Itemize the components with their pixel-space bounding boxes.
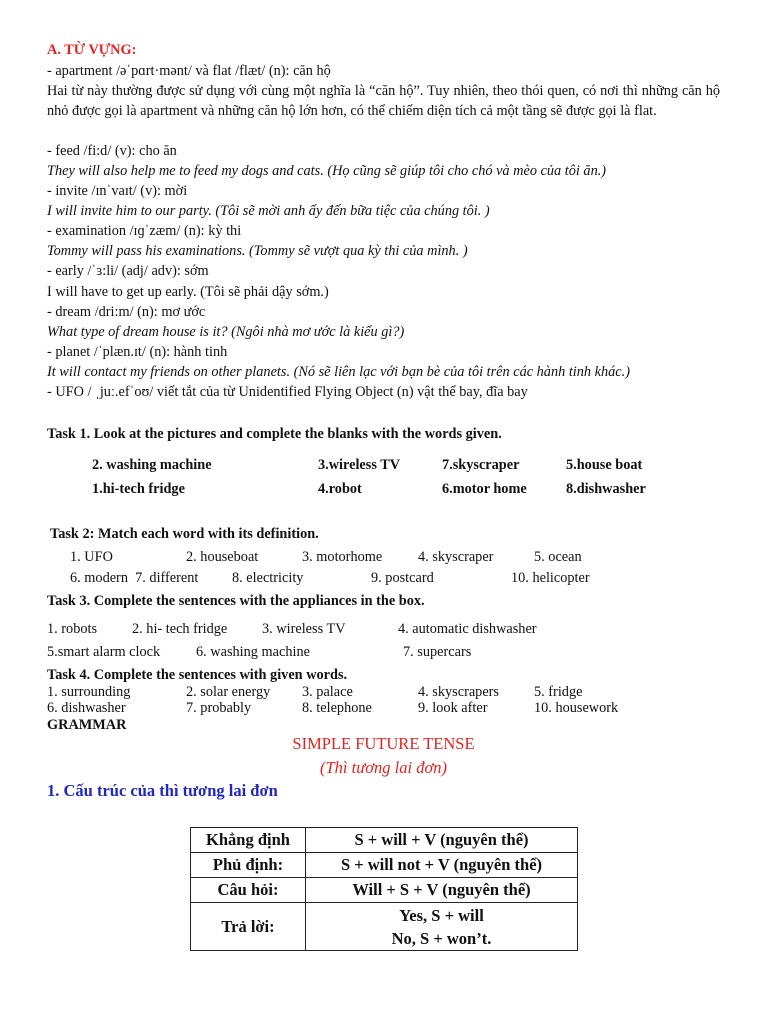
task3-word: 1. robots: [47, 621, 98, 637]
task4-word: 9. look after: [418, 700, 488, 716]
answer-no: No, S + won’t.: [391, 928, 492, 948]
table-row: [191, 853, 578, 878]
grammar-section-heading: 1. Cấu trúc của thì tương lai đơn: [47, 781, 278, 800]
task1-title: Task 1. Look at the pictures and complete the blanks with the words given.: [47, 426, 502, 442]
vocab-heading: A. TỪ VỰNG:: [47, 42, 137, 58]
vocab-dream-example: What type of dream house is it? (Ngôi nhà mơ ước là kiểu gì?): [47, 324, 405, 340]
vocab-invite-example: I will invite him to our party. (Tôi sẽ mời anh ấy đến bữa tiệc của chúng tôi. ): [47, 203, 490, 219]
task1-word: 5.house boat: [566, 457, 643, 473]
task3-word: 7. supercars: [403, 644, 472, 660]
table-label-cell: Phủ định:: [191, 853, 306, 878]
task4-word: 10. housework: [534, 700, 619, 716]
task1-word: 8.dishwasher: [566, 481, 646, 497]
vocab-feed-entry: - feed /fi:d/ (v): cho ăn: [47, 143, 177, 159]
grammar-title: SIMPLE FUTURE TENSE: [292, 734, 475, 753]
task4-word: 5. fridge: [534, 684, 583, 700]
vocab-planet-example: It will contact my friends on other planets. (Nó sẽ liên lạc với bạn bè của tôi trên các hành tinh khác.): [47, 364, 630, 380]
task2-word: 6. modern 7. different: [70, 570, 199, 586]
task1-word: 1.hi-tech fridge: [92, 481, 185, 497]
tense-structure-table: [190, 827, 578, 951]
vocab-feed-example: They will also help me to feed my dogs and cats. (Họ cũng sẽ giúp tôi cho chó và mèo của tôi ăn.): [47, 163, 607, 179]
task3-word: 2. hi- tech fridge: [132, 621, 228, 637]
vocab-invite-entry: - invite /ɪnˈvaɪt/ (v): mời: [47, 183, 188, 199]
task1-word: 3.wireless TV: [318, 457, 401, 473]
task2-word: 4. skyscraper: [418, 549, 494, 565]
vocab-early-example: I will have to get up early. (Tôi sẽ phải dậy sớm.): [47, 284, 329, 300]
task1-word: 4.robot: [318, 481, 362, 497]
table-value-cell: [306, 903, 578, 951]
task3-word: 5.smart alarm clock: [47, 644, 161, 660]
task1-word: 7.skyscraper: [442, 457, 520, 473]
task3-title: Task 3. Complete the sentences with the appliances in the box.: [47, 593, 425, 609]
task4-word: 4. skyscrapers: [418, 684, 499, 700]
task4-word: 2. solar energy: [186, 684, 271, 700]
task4-word: 3. palace: [302, 684, 353, 700]
task2-word: 3. motorhome: [302, 549, 383, 565]
task3-word: 3. wireless TV: [262, 621, 346, 637]
task4-word: 7. probably: [186, 700, 252, 716]
vocab-apartment-note: Hai từ này thường được sử dụng với cùng một nghĩa là “căn hộ”. Tuy nhiên, theo thói quen, có nơi thì những căn hộ nhỏ được gọi là apartment và những căn hộ lớn hơn, có thể chiếm diện tích cả một tầng sẽ được gọi là flat.: [47, 83, 720, 119]
task4-word: 8. telephone: [302, 700, 372, 716]
vocab-planet-entry: - planet /ˈplæn.ɪt/ (n): hành tinh: [47, 344, 228, 360]
task4-title: Task 4. Complete the sentences with given words.: [47, 667, 348, 683]
task1-word: 2. washing machine: [92, 457, 212, 473]
table-row: [191, 828, 578, 853]
answer-yes: Yes, S + will: [399, 905, 484, 925]
grammar-heading: GRAMMAR: [47, 717, 127, 733]
vocab-apartment-entry: - apartment /əˈpɑrt·mənt/ và flat /flæt/ (n): căn hộ: [47, 63, 331, 79]
vocab-early-entry: - early /ˈɜ:li/ (adj/ adv): sớm: [47, 263, 209, 279]
table-value-cell: Will + S + V (nguyên thể): [306, 878, 578, 903]
vocab-dream-entry: - dream /dri:m/ (n): mơ ước: [47, 304, 206, 320]
task1-word: 6.motor home: [442, 481, 527, 497]
task2-word: 2. houseboat: [186, 549, 259, 565]
task2-word: 10. helicopter: [511, 570, 590, 586]
task2-title: Task 2: Match each word with its definition.: [50, 526, 319, 542]
task4-word: 1. surrounding: [47, 684, 131, 700]
table-row: [191, 903, 578, 951]
task3-word: 4. automatic dishwasher: [398, 621, 537, 637]
vocab-examination-example: Tommy will pass his examinations. (Tommy sẽ vượt qua kỳ thi của mình. ): [47, 243, 468, 259]
task2-word: 9. postcard: [371, 570, 434, 586]
table-label-cell: Câu hỏi:: [191, 878, 306, 903]
vocab-examination-entry: - examination /ɪɡˈzæm/ (n): kỳ thi: [47, 223, 242, 239]
vocab-ufo-entry: - UFO / ˌjuː.efˈoʊ/ viết tắt của từ Unidentified Flying Object (n) vật thể bay, đĩa bay: [47, 384, 528, 400]
task2-word: 5. ocean: [534, 549, 582, 565]
table-value-cell: S + will + V (nguyên thể): [306, 828, 578, 853]
task4-word: 6. dishwasher: [47, 700, 126, 716]
table-value-cell: S + will not + V (nguyên thể): [306, 853, 578, 878]
task2-word: 1. UFO: [70, 549, 113, 565]
task3-word: 6. washing machine: [196, 644, 310, 660]
table-row: [191, 878, 578, 903]
table-label-cell: Khẳng định: [191, 828, 306, 853]
task2-word: 8. electricity: [232, 570, 304, 586]
grammar-subtitle: (Thì tương lai đơn): [320, 758, 447, 777]
table-label-cell: Trả lời:: [191, 903, 306, 951]
